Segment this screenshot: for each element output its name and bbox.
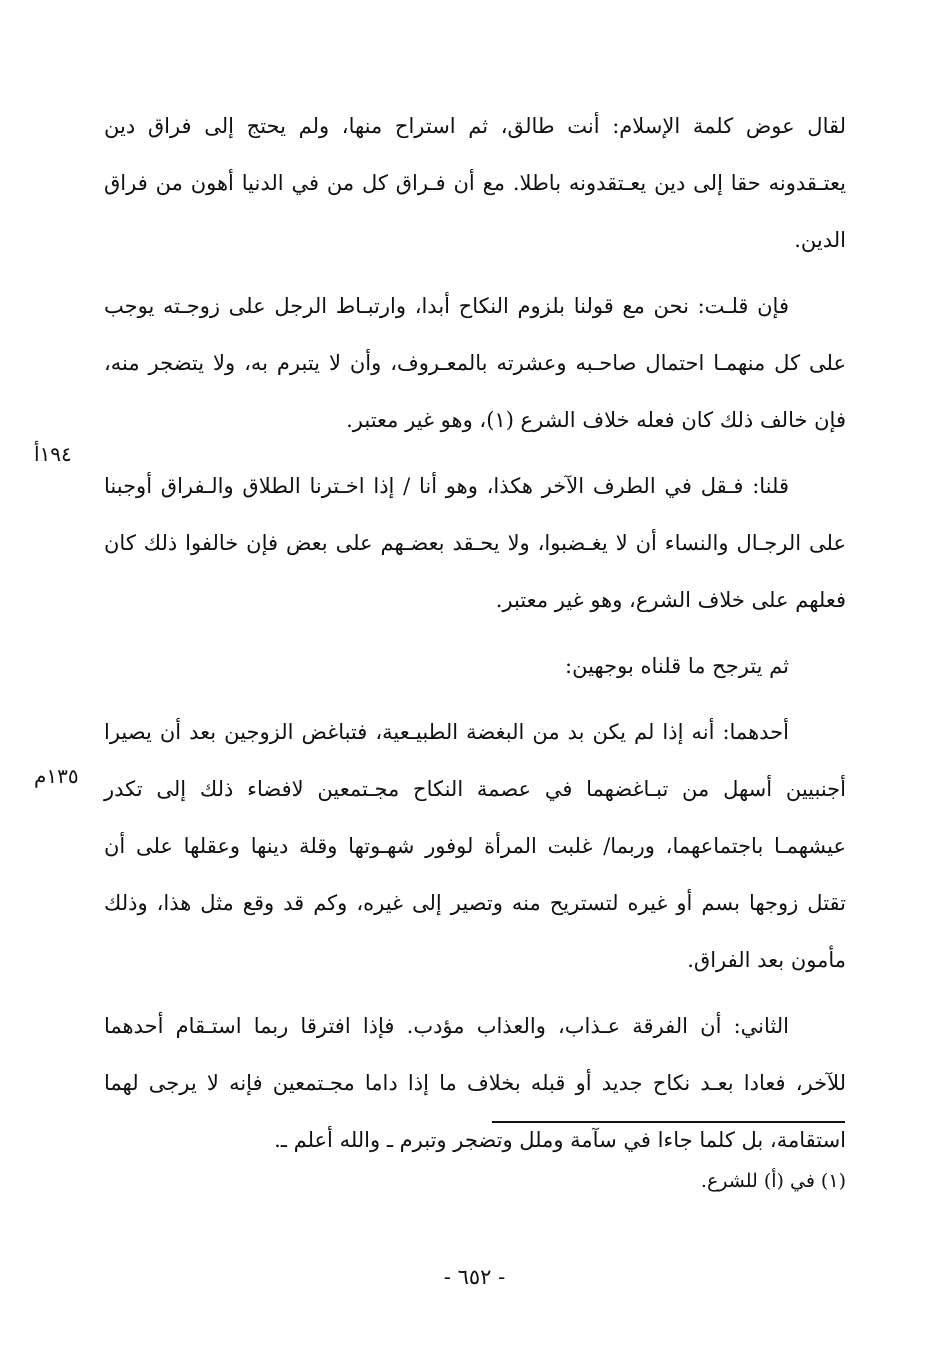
footnote: (١) في (أ) للشرع.: [700, 1170, 846, 1192]
paragraph-2: فإن قلـت: نحن مع قولنا بلزوم النكاح أبدا، وارتبـاط الرجل على زوجـته يوجب على كل منهمـا احتمال صاحـبه وعشرته بالمعـروف، وأن لا يتبرم به، ولا يتضجر منه، فإن خالف ذلك كان فعله خلاف الشرع (١)، وهو غير معتبر.: [104, 294, 846, 432]
paragraph-6: الثاني: أن الفرقة عـذاب، والعذاب مؤدب. فإذا افترقا ربما استـقام أحدهما للآخر، فعادا بعـد نكاح جديد أو قبله بخلاف ما إذا داما مجـتمعين فإنه لا يرجى لهما استقامة، بل كلما جاءا في سآمة وملل وتضجر وتبرم ـ والله أعلم ـ.: [104, 1014, 846, 1152]
paragraph-3: قلنا: فـقل في الطرف الآخر هكذا، وهو أنا / إذا اخـترنا الطلاق والـفراق أوجبنا على الرجـال والنساء أن لا يغـضبوا، ولا يحـقد بعضـهم على بعض فإن خالفوا ذلك كان فعلهم على خلاف الشرع، وهو غير معتبر.: [104, 474, 846, 612]
main-text: [104, 98, 846, 1178]
footnote-divider: [492, 1121, 845, 1123]
paragraph-4: ثم يترجح ما قلناه بوجهين:: [565, 654, 789, 678]
page-number: - ٦٥٢ -: [443, 1265, 506, 1289]
margin-note-folio-m: ١٣٥م: [34, 764, 79, 788]
margin-note-folio-a: ١٩٤أ: [34, 442, 72, 466]
paragraph-1: لقال عوض كلمة الإسلام: أنت طالق، ثم استراح منها، ولم يحتج إلى فراق دين يعتـقدونه حقا إلى دين يعـتقدونه باطلا. مع أن فـراق كل من في الدنيا أهون من فراق الدين.: [104, 114, 846, 252]
paragraph-5: أحدهما: أنه إذا لم يكن بد من البغضة الطبيـعية، فتباغض الزوجين بعد أن يصيرا أجنبيين أسهل من تبـاغضهما في عصمة النكاح مجـتمعين لافضاء ذلك إلى تكدر عيشهمـا باجتماعهما، وربما/ غلبت المرأة لوفور شهـوتها وقلة دينها وعقلها على أن تقتل زوجها بسم أو غيره لتستريح منه وتصير إلى غيره، وكم قد وقع مثل هذا، وذلك مأمون بعد الفراق.: [104, 720, 846, 972]
